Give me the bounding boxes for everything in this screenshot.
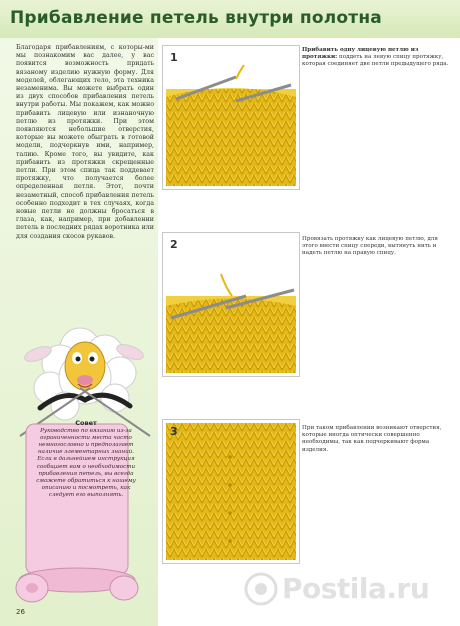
page-title: Прибавление петель внутри полотна	[10, 8, 382, 28]
step-2-body: Провязать протяжку как лицевую петлю, для этого ввести спицу спереди, вытянуть нить и надеть петлю на правую спицу.	[302, 236, 438, 257]
step-2-text	[302, 236, 452, 258]
tip-text: Руководство по вязанию из-за ограниченности места часто немногословно и предполагает наличие элементарных знаний. Если в дальнейшем инструкция сообщает вам о необходимости прибавления петель, вы всегда сможете обратиться к нашему описанию и посмотреть, как следует его выполнять.	[36, 428, 136, 498]
step-1-text	[302, 47, 452, 69]
tip-box	[30, 420, 142, 499]
intro-text: Благодаря прибавлениям, с которы-ми мы познакомим вас далее, у вас появится возможность придать вязаному изделию нужную форму. Для моделей, облегающих тело, эта техника незаменима. Вы можете выбрать один из двух способов прибавления петель внутри работы. Мы покажем, как можно прибавить лицевую или изнаночную петлю из протяжки. При этом появляются небольшие отверстия, которые вы можете обыграть в готовой модели, подчеркнув ими, например, талию. Кроме того, вы увидите, как прибавить из протяжки скрещенные петли. При этом спица так поддевает протяжку, что получается более определенная петля. Этот, почти незаметный, способ прибавления петель особенно подходит в тех случаях, когда новые петли не должны бросаться в глаза, как, например, при добавлении петель в последних рядах воротника или для создания скосов рукавов.	[16, 44, 154, 240]
step-number: 3	[170, 425, 178, 438]
photo-step-2	[163, 233, 299, 376]
step-number: 1	[170, 51, 178, 64]
page-number: 26	[16, 608, 25, 616]
step-3-body: При таком прибавлении возникают отверстия, которые иногда оптически совершенно необходимы, так как подчеркивают форма изделия.	[302, 425, 442, 453]
step-number: 2	[170, 238, 178, 251]
step-3-text	[302, 425, 452, 454]
knit-fabric-illustration	[166, 423, 296, 560]
watermark-logo-icon	[244, 572, 278, 606]
photo-step-3	[163, 420, 299, 563]
step-1-bold: Прибавить одну лицевую петлю из протяжки:	[302, 47, 419, 61]
tip-title: Совет	[75, 419, 97, 427]
watermark: Postila.ru	[282, 572, 430, 605]
knit-fabric-illustration	[166, 49, 296, 186]
knit-fabric-illustration	[166, 236, 296, 373]
photo-step-1	[163, 46, 299, 189]
step-1-body: поддеть на левую спицу протяжку, которая соединяет две петли предыдущего ряда.	[302, 54, 449, 68]
